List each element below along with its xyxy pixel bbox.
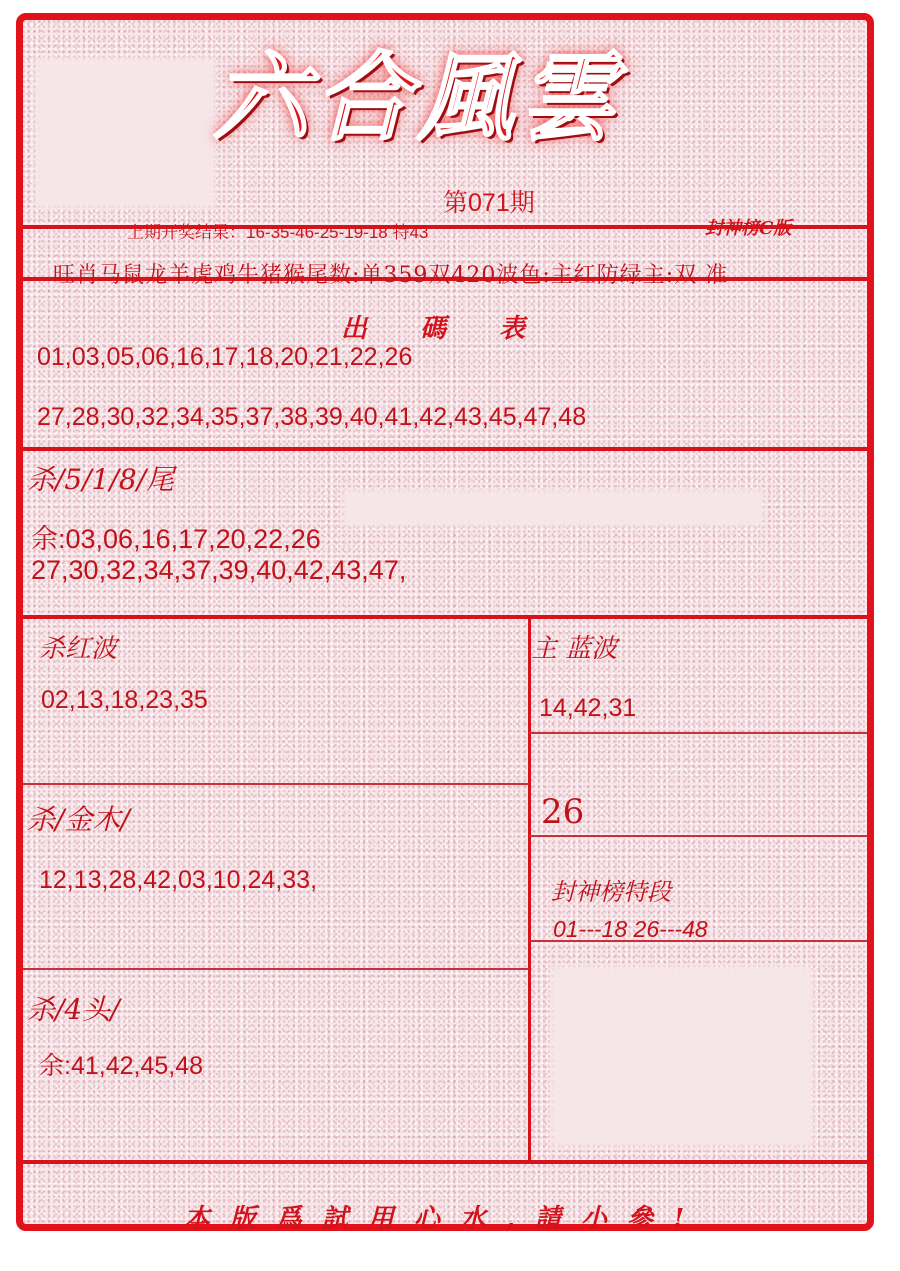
kill-tail-rest-1: 余:03,06,16,17,20,22,26 — [31, 524, 321, 554]
divider-killtail — [23, 615, 867, 619]
main-blue-label: 主 蓝波 — [531, 634, 618, 664]
fengshen-label: 封神榜特段 — [551, 878, 671, 906]
special-number: 26 — [541, 792, 585, 832]
fengshen-range: 01---18 26---48 — [553, 916, 708, 942]
divider-right-1 — [529, 732, 867, 734]
main-title — [213, 41, 615, 154]
divider-left-1 — [23, 783, 529, 785]
table-title: 出 碼 表 — [340, 314, 548, 344]
blurred-banner — [343, 490, 763, 526]
edition-label: 封神榜C版 — [705, 218, 792, 239]
divider-columns — [528, 617, 531, 1160]
kill-head-rest: 余:41,42,45,48 — [39, 1052, 204, 1080]
blurred-logo — [35, 58, 215, 208]
title-char: 合 — [315, 41, 411, 154]
kill-head-label: 杀/4头/ — [27, 993, 120, 1026]
main-blue-numbers: 14,42,31 — [539, 694, 637, 722]
kill-tail-rest-2: 27,30,32,34,37,39,40,42,43,47, — [31, 555, 407, 585]
title-char: 六 — [213, 41, 309, 154]
title-char: 風 — [417, 41, 513, 154]
title-char: 雲 — [519, 41, 615, 154]
kill-metal-wood-numbers: 12,13,28,42,03,10,24,33, — [39, 866, 318, 894]
divider-left-2 — [23, 968, 529, 970]
divider-footer — [23, 1160, 867, 1164]
table-row-2: 27,28,30,32,34,35,37,38,39,40,41,42,43,45,47,48 — [37, 403, 587, 431]
issue-number: 第071期 — [443, 189, 535, 217]
table-row-1: 01,03,05,06,16,17,18,20,21,22,26 — [37, 343, 413, 371]
divider-right-2 — [529, 835, 867, 837]
last-result: 上期开奖结果：16-35-46-25-19-18 特43 — [127, 223, 429, 242]
kill-red-numbers: 02,13,18,23,35 — [41, 686, 208, 714]
divider-table — [23, 447, 867, 451]
kill-red-label: 杀红波 — [39, 634, 118, 664]
footer-note: 本版爲試用心水,請小參! — [183, 1204, 705, 1234]
kill-tail-label: 杀/5/1/8/尾 — [27, 463, 175, 496]
info-bar: 旺肖马鼠龙羊虎鸡牛猪猴尾数:单359双420波色:主红防绿主:双 准 — [53, 263, 729, 288]
blurred-ad-box — [551, 966, 813, 1146]
lottery-sheet — [16, 13, 874, 1234]
kill-metal-wood-label: 杀/金木/ — [27, 803, 130, 836]
